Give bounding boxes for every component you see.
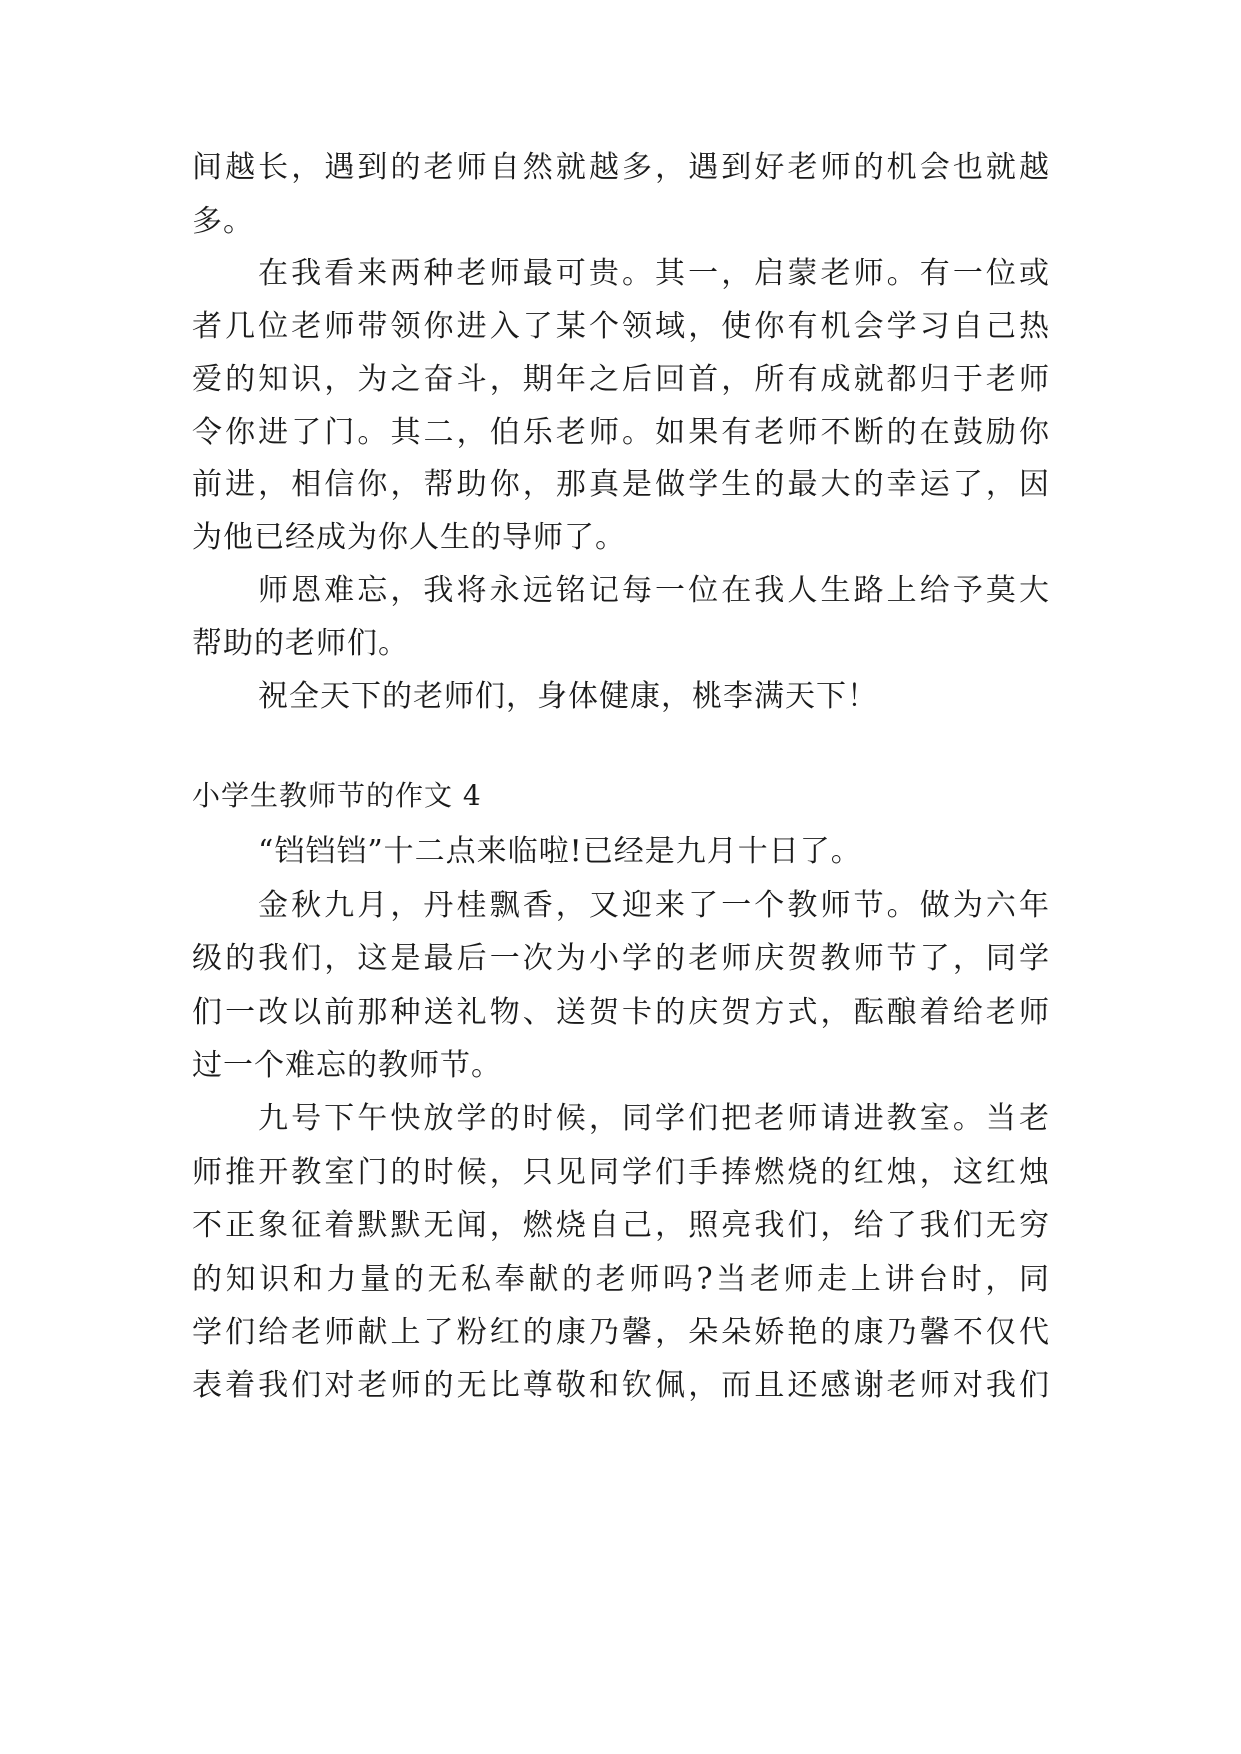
paragraph-line: 多。: [192, 204, 254, 239]
paragraph-line: 祝全天下的老师们，身体健康，桃李满天下！: [258, 679, 878, 714]
paragraph-line: “铛铛铛”十二点来临啦!已经是九月十日了。: [258, 834, 862, 869]
paragraph-line: 令你进了门。其二，伯乐老师。如果有老师不断的在鼓励你: [192, 415, 1050, 450]
paragraph-line: 金秋九月，丹桂飘香，又迎来了一个教师节。做为六年: [258, 888, 1050, 923]
paragraph-line: 为他已经成为你人生的导师了。: [192, 520, 626, 555]
paragraph-line: 九号下午快放学的时候，同学们把老师请进教室。当老: [258, 1101, 1050, 1136]
paragraph-line: 表着我们对老师的无比尊敬和钦佩，而且还感谢老师对我们: [192, 1368, 1050, 1403]
section-title: 小学生教师节的作文 4: [192, 779, 482, 812]
paragraph-line: 者几位老师带领你进入了某个领域，使你有机会学习自己热: [192, 309, 1050, 344]
paragraph-line: 前进，相信你，帮助你，那真是做学生的最大的幸运了，因: [192, 467, 1050, 502]
paragraph-line: 级的我们，这是最后一次为小学的老师庆贺教师节了，同学: [192, 941, 1050, 976]
paragraph-line: 间越长，遇到的老师自然就越多，遇到好老师的机会也就越: [192, 150, 1050, 185]
paragraph-line: 过一个难忘的教师节。: [192, 1048, 502, 1083]
paragraph-line: 不正象征着默默无闻，燃烧自己，照亮我们，给了我们无穷: [192, 1208, 1050, 1243]
paragraph-line: 们一改以前那种送礼物、送贺卡的庆贺方式，酝酿着给老师: [192, 995, 1050, 1030]
paragraph-line: 帮助的老师们。: [192, 626, 409, 661]
paragraph-line: 的知识和力量的无私奉献的老师吗?当老师走上讲台时，同: [192, 1262, 1050, 1297]
paragraph-line: 师恩难忘，我将永远铭记每一位在我人生路上给予莫大: [258, 573, 1050, 608]
paragraph-line: 在我看来两种老师最可贵。其一，启蒙老师。有一位或: [258, 256, 1050, 291]
paragraph-line: 师推开教室门的时候，只见同学们手捧燃烧的红烛，这红烛: [192, 1155, 1050, 1190]
paragraph-line: 爱的知识，为之奋斗，期年之后回首，所有成就都归于老师: [192, 362, 1050, 397]
paragraph-line: 学们给老师献上了粉红的康乃馨，朵朵娇艳的康乃馨不仅代: [192, 1315, 1050, 1350]
